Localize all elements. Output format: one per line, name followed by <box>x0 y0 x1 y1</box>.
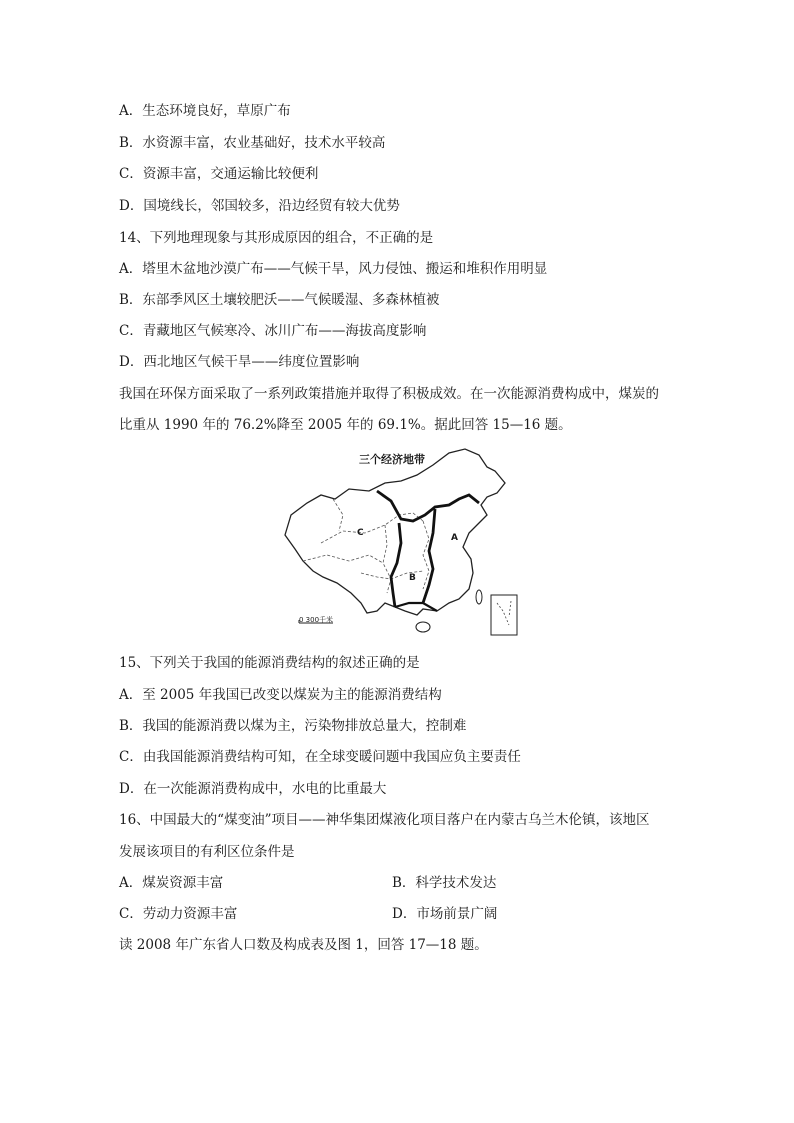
q14-stem: 14、下列地理现象与其形成原因的组合，不正确的是 <box>119 230 434 246</box>
q13-option-b: B．水资源丰富，农业基础好，技术水平较高 <box>119 135 386 151</box>
intro-15-16-line1: 我国在环保方面采取了一系列政策措施并取得了积极成效。在一次能源消费构成中，煤炭的 <box>119 386 659 402</box>
china-economic-zones-map <box>273 443 527 643</box>
q13-option-a: A．生态环境良好，草原广布 <box>119 103 291 119</box>
q13-option-d: D．国境线长，邻国较多，沿边经贸有较大优势 <box>119 198 400 214</box>
q16-stem-line2: 发展该项目的有利区位条件是 <box>119 844 295 860</box>
q16-option-d: D．市场前景广阔 <box>392 906 498 922</box>
map-scale: 0 300千米 <box>299 616 334 624</box>
map-label-b: B <box>409 573 416 583</box>
q16-option-b: B．科学技术发达 <box>392 875 497 891</box>
map-title: 三个经济地带 <box>359 453 425 466</box>
q15-option-a: A．至 2005 年我国已改变以煤炭为主的能源消费结构 <box>119 687 442 703</box>
intro-17-18: 读 2008 年广东省人口数及构成表及图 1，回答 17—18 题。 <box>119 937 488 953</box>
china-map-outline <box>273 443 527 643</box>
q13-option-c: C．资源丰富，交通运输比较便利 <box>119 166 319 182</box>
q15-option-d: D．在一次能源消费构成中，水电的比重最大 <box>119 781 387 797</box>
q16-stem-line1: 16、中国最大的“煤变油”项目——神华集团煤液化项目落户在内蒙古乌兰木伦镇，该地区 <box>119 812 650 828</box>
q15-stem: 15、下列关于我国的能源消费结构的叙述正确的是 <box>119 655 420 671</box>
q14-option-a: A．塔里木盆地沙漠广布——气候干旱，风力侵蚀、搬运和堆积作用明显 <box>119 261 548 277</box>
intro-15-16-line2: 比重从 1990 年的 76.2%降至 2005 年的 69.1%。据此回答 15—16 题。 <box>119 417 572 433</box>
q15-option-b: B．我国的能源消费以煤为主，污染物排放总量大，控制难 <box>119 718 467 734</box>
q16-option-a: A．煤炭资源丰富 <box>119 875 224 891</box>
q14-option-c: C．青藏地区气候寒冷、冰川广布——海拔高度影响 <box>119 323 427 339</box>
map-label-c: C <box>357 528 364 538</box>
q15-option-c: C．由我国能源消费结构可知，在全球变暖问题中我国应负主要责任 <box>119 749 521 765</box>
map-label-a: A <box>451 533 458 543</box>
q14-option-b: B．东部季风区土壤较肥沃——气候暖湿、多森林植被 <box>119 292 440 308</box>
q14-option-d: D．西北地区气候干旱——纬度位置影响 <box>119 354 360 370</box>
q16-option-c: C．劳动力资源丰富 <box>119 906 238 922</box>
